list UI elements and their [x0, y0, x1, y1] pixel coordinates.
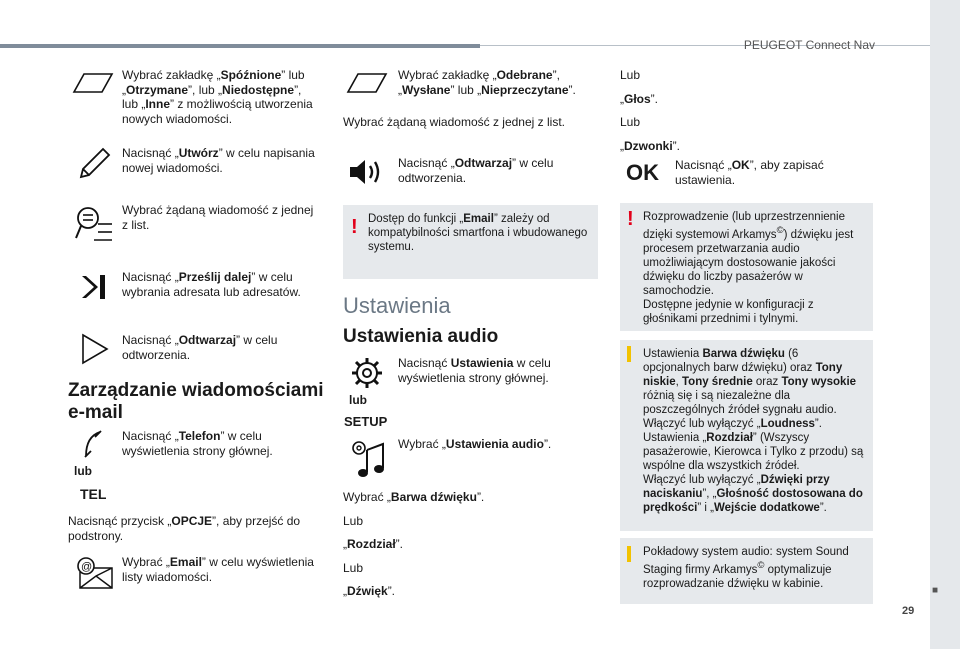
col2-item1: Wybrać zakładkę „Odebrane”, „Wysłane” lub „Nieprzeczytane”. — [398, 68, 576, 97]
col3-line1: Lub — [620, 68, 641, 82]
email-warning-text: Dostęp do funkcji „Email” zależy od kompatybilności smartfona i wbudowanego systemu. — [368, 213, 588, 253]
col2-line5: „Dźwięk”. — [343, 584, 396, 598]
distribution-warning-text: Rozprowadzenie (lub uprzestrzennienie dzięki systemowi Arkamys©) dźwięku jest procesem przetwarzania audio umożliwiającym dostosowanie jakości dźwięku do liczby pasażerów w samochodzie. Dostępne jedynie w konfiguracji z głośnikami przednimi i tylnymi. — [643, 211, 854, 325]
phone-icon — [80, 428, 106, 460]
audio-settings-heading: Ustawienia audio — [343, 326, 499, 347]
col1-item3: Wybrać żądaną wiadomość z jednej z list. — [122, 203, 314, 232]
page-marker: ■ — [932, 585, 939, 596]
page-side-strip — [930, 0, 960, 649]
col1-item1: Wybrać zakładkę „Spóźnione” lub „Otrzymane”, lub „Niedostępne”, lub „Inne” z możliwością utworzenia nowych wiadomości. — [122, 68, 313, 126]
col1-item4: Nacisnąć „Prześlij dalej” w celu wybrania adresata lub adresatów. — [122, 270, 301, 299]
play-icon — [78, 332, 112, 366]
info-icon-2 — [627, 546, 631, 562]
setup-button-label: SETUP — [344, 414, 388, 429]
or-label-setup: lub — [349, 393, 367, 407]
settings-section-title: Ustawienia — [343, 293, 451, 318]
warning-icon: ! — [351, 216, 358, 238]
audio-info-text: Ustawienia Barwa dźwięku (6 opcjonalnych barw dźwięku) oraz Tony niskie, Tony średnie oraz Tony wysokie różnią się i są niezależne dla poszczególnych źródeł sygnału audio. Włączyć lub wyłączyć „Loudness”. Ustawienia „Rozdział” (Wszyscy pasażerowie, Kierowca i Tylko z przodu) są wspólne dla wszystkich źródeł. Włączyć lub wyłączyć „Dźwięki przy naciskaniu”, „Głośność dostosowana do prędkości” i „Wejście dodatkowe”. — [643, 348, 864, 514]
info-icon — [627, 346, 631, 362]
col3-line3: Lub — [620, 115, 641, 129]
col2-item3: Nacisnąć „Odtwarzaj” w celu odtworzenia. — [398, 156, 554, 185]
or-label-phone: lub — [74, 464, 92, 478]
ok-button-label: OK — [626, 160, 659, 185]
col1-item5: Nacisnąć „Odtwarzaj” w celu odtworzenia. — [122, 333, 278, 362]
col2-line2: Lub — [343, 514, 364, 528]
col3-line2: „Głos”. — [620, 92, 659, 106]
col2-item5: Wybrać „Ustawienia audio”. — [398, 437, 552, 451]
svg-text:@: @ — [81, 561, 93, 573]
col2-line3: „Rozdział”. — [343, 537, 404, 551]
email-management-heading: Zarządzanie wiadomościami e-mail — [68, 380, 324, 423]
col2-line4: Lub — [343, 561, 364, 575]
col1-item2: Nacisnąć „Utwórz” w celu napisania nowej wiadomości. — [122, 146, 315, 175]
col1-item7: Nacisnąć przycisk „OPCJE”, aby przejść do podstrony. — [68, 514, 301, 543]
arkamys-info-text: Pokładowy system audio: system Sound Staging firmy Arkamys© optymalizuje rozprowadzanie dźwięku w kabinie. — [643, 546, 849, 590]
tab-icon — [72, 70, 114, 96]
page-number: 29 — [902, 605, 915, 617]
message-list-icon — [74, 202, 114, 246]
col2-item4: Nacisnąć Ustawienia w celu wyświetlenia strony głównej. — [398, 356, 551, 385]
settings-gear-icon — [350, 356, 384, 390]
col1-item6: Nacisnąć „Telefon” w celu wyświetlenia strony głównej. — [122, 429, 273, 458]
forward-icon — [76, 270, 110, 304]
audio-settings-icon — [349, 438, 387, 482]
tab-icon-2 — [346, 70, 388, 96]
speaker-icon — [346, 156, 386, 188]
tel-button-label: TEL — [80, 486, 107, 502]
email-icon — [74, 556, 114, 592]
col1-item8: Wybrać „Email” w celu wyświetlenia listy wiadomości. — [122, 555, 314, 584]
brand-title: PEUGEOT Connect Nav — [743, 38, 875, 52]
header-bar — [0, 44, 480, 48]
col3-ok-text: Nacisnąć „OK”, aby zapisać ustawienia. — [675, 158, 824, 187]
pen-icon — [76, 146, 112, 182]
warning-icon-2: ! — [627, 208, 634, 230]
col3-line4: „Dzwonki”. — [620, 139, 681, 153]
col2-item2: Wybrać żądaną wiadomość z jednej z list. — [343, 115, 565, 129]
col2-line1: Wybrać „Barwa dźwięku”. — [343, 490, 485, 504]
